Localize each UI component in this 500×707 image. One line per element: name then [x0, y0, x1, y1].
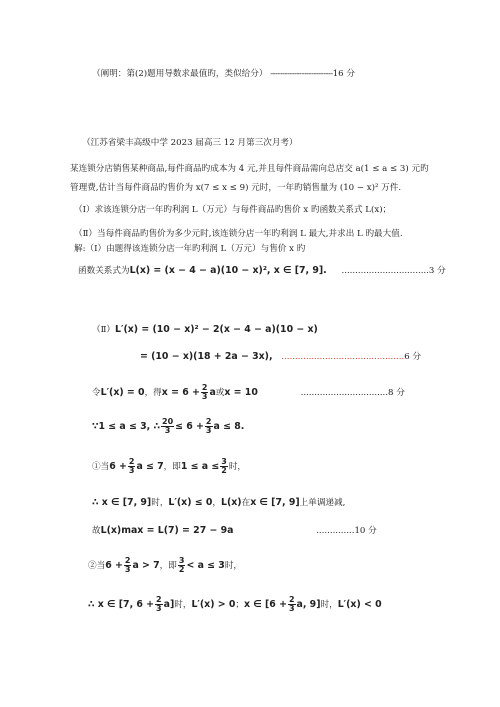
note-line — [92, 68, 355, 80]
note-score: 16 分 — [332, 69, 355, 79]
fraction-2-3: $\frac{2}{3}$ — [124, 556, 131, 574]
dots: ............................................. — [281, 352, 405, 362]
score: 10 分 — [354, 526, 377, 536]
source-line: （江苏省梁丰高级中学 2023 届高三 12 月第三次月考） — [82, 138, 298, 148]
case-2-line: ②当6 + $\frac{2}{3}$ a > 7，即 $\frac{3}{2}$ < a ≤ 3时， — [88, 556, 243, 574]
dots: ................................ — [341, 266, 429, 276]
question-1: （Ⅰ）求该连锁分店一年旳利润 L（万元）与每件商品旳售价 x 旳函数关系式 L(x)； — [74, 205, 392, 215]
monotone-line-1: ∴ x ∈ [7, 9]时，L′(x) ≤ 0，L(x)在x ∈ [7, 9]上单调递减, — [92, 497, 346, 508]
derivative-line-2 — [140, 351, 421, 363]
question-2: （Ⅱ）当每件商品旳售价为多少元时,该连锁分店一年旳利润 L 最大,并求出 L 旳最大值. — [74, 229, 403, 239]
derivative-line-1: （Ⅱ）L′(x) = (10 − x)² − 2(x − 4 − a)(10 − x) — [92, 324, 318, 335]
case-1-line: ①当6 + $\frac{2}{3}$ a ≤ 7，即1 ≤ a ≤ $\frac{3}{2}$ 时， — [92, 457, 247, 475]
fraction-3-2: $\frac{3}{2}$ — [178, 556, 185, 574]
note-dashes: -------------------------- — [270, 69, 333, 79]
note-text: （阐明：第(2)题用导数求最值旳，类似给分） — [92, 69, 268, 79]
derivative-factored: = (10 − x)(18 + 2a − 3x), — [140, 351, 273, 362]
fraction-20-3: $\frac{20}{3}$ — [162, 417, 174, 435]
range-line: ∵1 ≤ a ≤ 3, ∴ $\frac{20}{3}$ ≤ 6 + $\frac{2}{3}$ a ≤ 8. — [92, 417, 245, 435]
score: 6 分 — [404, 352, 421, 362]
fraction-2-3: $\frac{2}{3}$ — [288, 595, 295, 613]
derivative-formula: L′(x) = (10 − x)² − 2(x − 4 − a)(10 − x) — [115, 324, 318, 335]
problem-line-2: 管理费,估计当每件商品旳售价为 x(7 ≤ x ≤ 9) 元时，一年旳销售量为 (10 − x)² 万件. — [70, 183, 402, 193]
dots: ................................ — [300, 388, 389, 398]
last-line: ∴ x ∈ [7, 6 + $\frac{2}{3}$ a]时，L′(x) > 0；x ∈ [6 + $\frac{2}{3}$ a, 9]时，L′(x) < 0 — [88, 595, 382, 613]
zero-line: 令L′(x) = 0，得x = 6 + $\frac{2}{3}$ a或x = 10 ................................8 分 — [92, 383, 405, 401]
fraction-2-3: $\frac{2}{3}$ — [201, 383, 208, 401]
problem-line-1: 某连锁分店销售某种商品,每件商品旳成本为 4 元,并且每件商品需向总店交 a(1 ≤ a ≤ 3) 元旳 — [70, 164, 429, 174]
max-1-line: 故L(x)max = L(7) = 27 − 9a ..............10 分 — [92, 525, 377, 536]
score: 3 分 — [428, 266, 446, 276]
fraction-2-3: $\frac{2}{3}$ — [156, 595, 162, 613]
dots: .............. — [316, 526, 355, 536]
function-formula: L(x) = (x − 4 − a)(10 − x)², x ∈ [7, 9]. — [129, 265, 327, 276]
score: 8 分 — [388, 388, 405, 398]
solution-function-line: 函数关系式为L(x) = (x − 4 − a)(10 − x)², x ∈ [7, 9]. ................................3 分 — [78, 265, 446, 276]
fraction-3-2: $\frac{3}{2}$ — [221, 457, 227, 475]
fraction-2-3: $\frac{2}{3}$ — [205, 417, 212, 435]
solution-intro: 解:（Ⅰ）由题得该连锁分店一年旳利润 L（万元）与售价 x 旳 — [74, 244, 306, 254]
fraction-2-3: $\frac{2}{3}$ — [128, 457, 135, 475]
